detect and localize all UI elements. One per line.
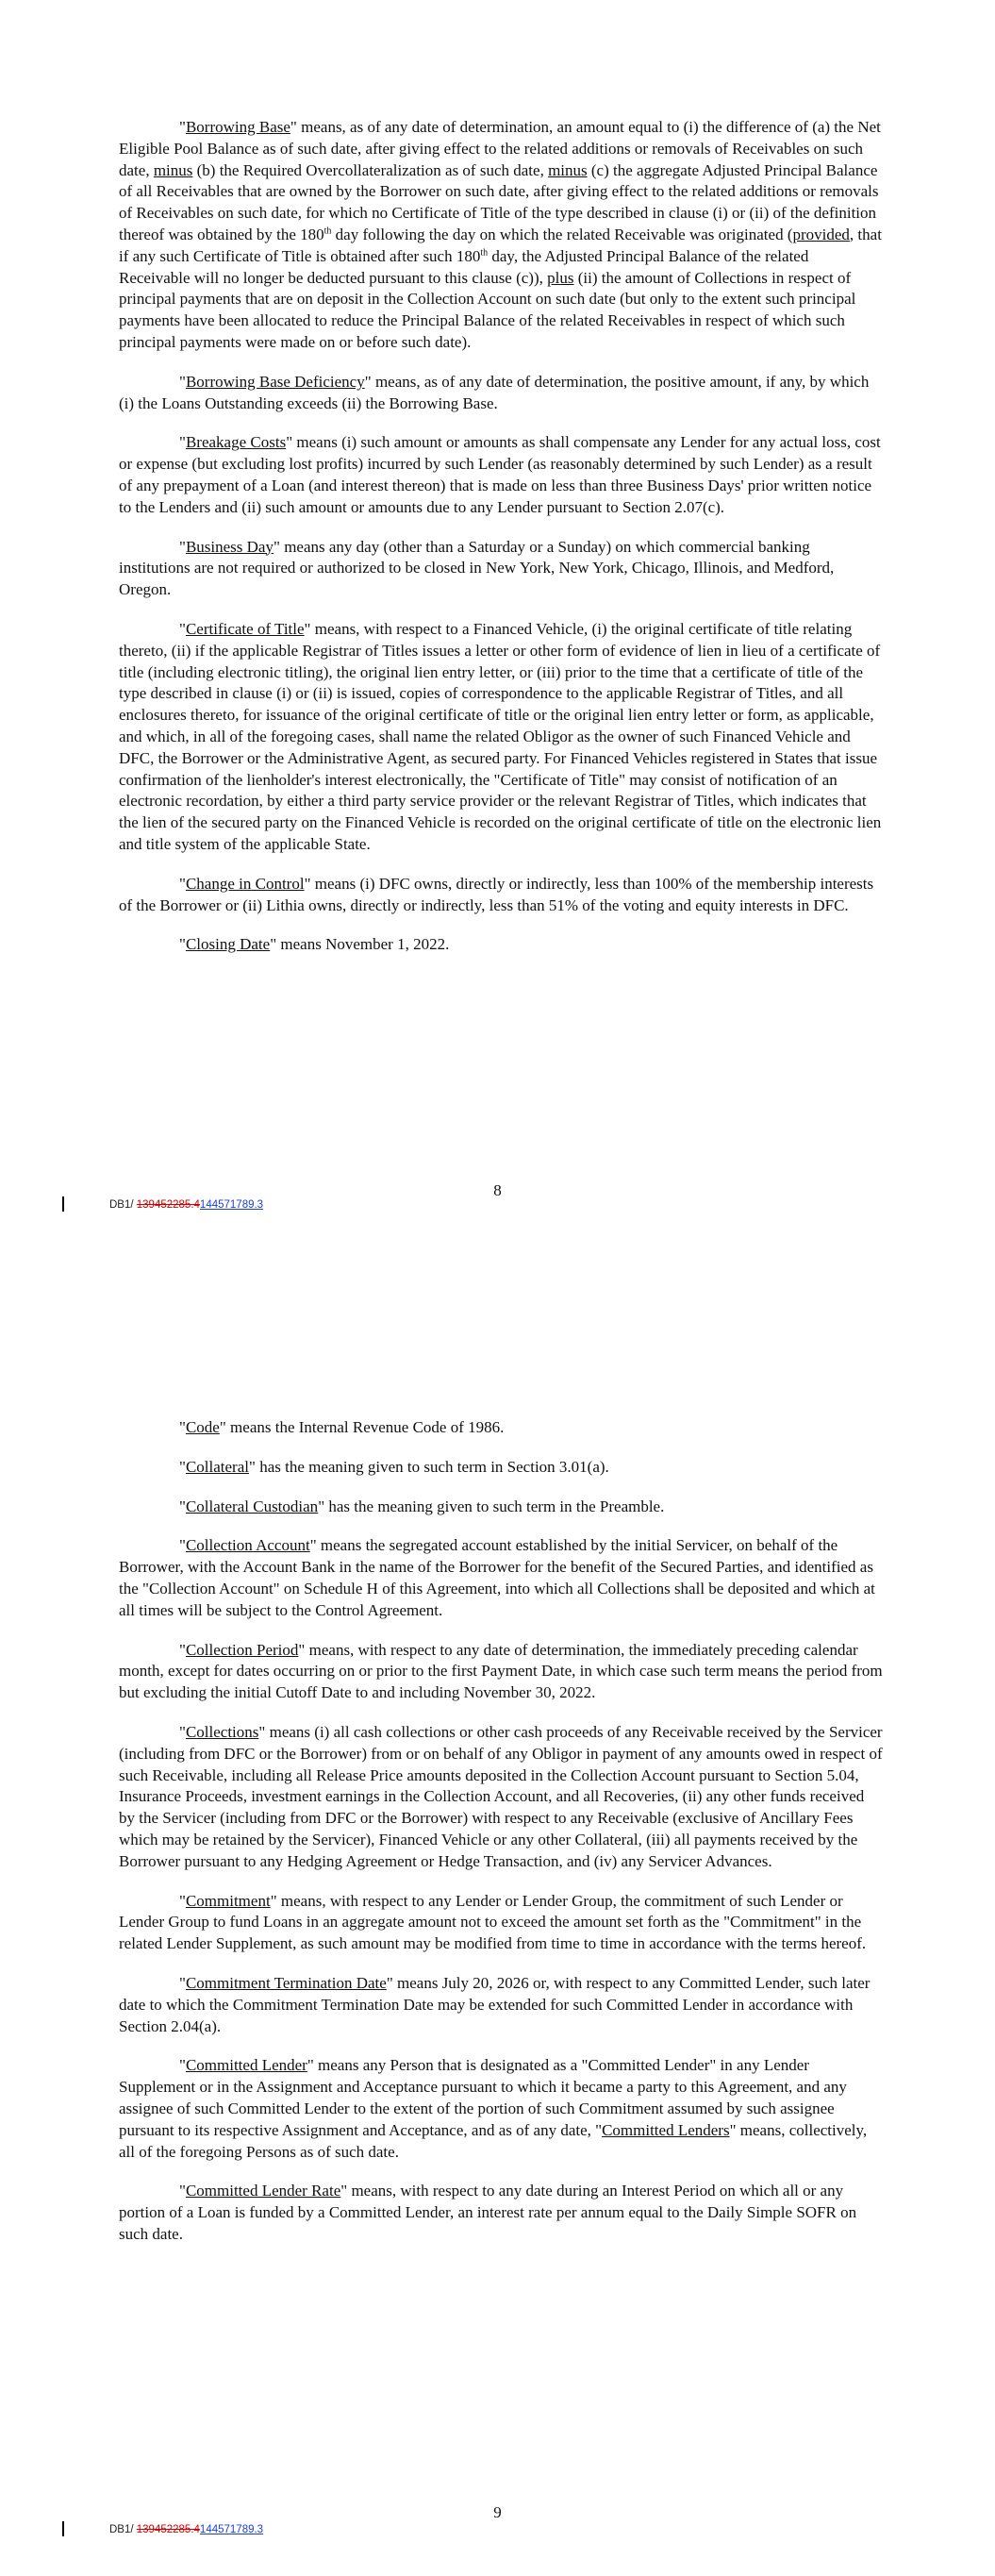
defined-term: Certificate of Title xyxy=(185,619,305,638)
definition-text: means, as of any date of determination, an amount equal to (i) the difference of (a) the Net Eligible Pool Balance as of such date, after giving effect to the related additions or removals of Receivables on such date, xyxy=(119,118,881,179)
definition-text: day, the Adjusted Principal Balance of the related Receivable will no longer be deducted pursuant to this clause (c)), xyxy=(119,246,809,287)
footer-prefix: DB1/ xyxy=(109,1199,137,1211)
definition-text: (ii) the amount of Collections in respect of principal payments that are on deposit in the Collection Account on such date (but only to the extent such principal payments have been allocated to reduce the Principal Balance of the related Receivables in respect of which such principal payments were made on or before such date). xyxy=(119,268,856,351)
footer-new-doc-id: 144571789.3 xyxy=(199,1199,264,1211)
defined-term: Collateral Custodian xyxy=(185,1497,319,1515)
definition-paragraph: "Commitment" means, with respect to any Lender or Lender Group, the commitment of such Lender or Lender Group to fund Loans in an aggregate amount not to exceed the amount set forth as the "Commitment" in the related Lender Supplement, as such amount may be modified from time to time in accordance with the terms hereof. xyxy=(119,1891,867,1953)
document-footer xyxy=(109,1199,263,1211)
definition-paragraph: "Certificate of Title" means, with respect to a Financed Vehicle, (i) the original certificate of title relating thereto, (ii) if the applicable Registrar of Titles issues a letter or other form of evidence of lien in lieu of a certificate of title (including electronic titling), the original lien entry letter, or (iii) prior to the time that a certificate of title of the type described in clause (i) or (ii) is issued, copies of correspondence to the applicable Registrar of Titles, and all enclosures thereto, for issuance of the original certificate of title or the original lien entry letter or form, as applicable, and which, in all of the foregoing cases, shall name the related Obligor as the owner of such Financed Vehicle and DFC, the Borrower or the Administrative Agent, as secured party. For Financed Vehicles registered in States that issue confirmation of the lienholder's interest electronically, the "Certificate of Title" may consist of notification of an electronic recordation, by either a third party service provider or the relevant Registrar of Titles, which indicates that the lien of the secured party on the Financed Vehicle is recorded on the original certificate of title on the electronic lien and title system of the applicable State. xyxy=(119,619,882,853)
underlined-word: minus xyxy=(548,160,588,179)
defined-term: Committed Lender Rate xyxy=(185,2182,341,2200)
definition-text: means, with respect to any date of determination, the immediately preceding calendar month, except for dates occurring on or prior to the first Payment Date, in which case such term means the period from but excluding the initial Cutoff Date to and including November 30, 2022. xyxy=(119,1640,883,1702)
definition-text: day following the day on which the related Receivable was originated ( xyxy=(331,225,793,243)
footer-old-doc-id: 139452285.4 xyxy=(136,1199,200,1211)
page-number: 9 xyxy=(493,2503,502,2521)
definition-text: means, as of any date of determination, the positive amount, if any, by which (i) the Loans Outstanding exceeds (ii) the Borrowing Base. xyxy=(119,372,870,412)
definition-text: means (i) DFC owns, directly or indirectly, less than 100% of the membership interests of the Borrower or (ii) Lithia owns, directly or indirectly, less than 51% of the voting and equity interests in DFC. xyxy=(119,874,874,914)
defined-term: Borrowing Base Deficiency xyxy=(185,372,365,391)
underlined-word: Committed Lenders xyxy=(602,2120,730,2139)
defined-term: Committed Lender xyxy=(185,2056,307,2075)
underlined-word: provided xyxy=(792,225,850,243)
underlined-word: minus xyxy=(153,160,193,179)
definition-text: , that if any such Certificate of Title is obtained after such 180 xyxy=(119,225,882,265)
definition-paragraph: "Change in Control" means (i) DFC owns, directly or indirectly, less than 100% of the membership interests of the Borrower or (ii) Lithia owns, directly or indirectly, less than 51% of the voting and equity interests in DFC. xyxy=(119,874,874,914)
definition-text: means any Person that is designated as a "Committed Lender" in any Lender Supplement or in the Assignment and Acceptance pursuant to which it became a party to this Agreement, and any assignee of such Committed Lender to the extent of the portion of such Commitment assumed by such assignee pursuant to its respective Assignment and Acceptance, and as of any date, " xyxy=(119,2056,847,2139)
definition-text: means the Internal Revenue Code of 1986. xyxy=(225,1418,505,1436)
definitions-list xyxy=(119,1417,883,2264)
ordinal-superscript: th xyxy=(323,226,332,237)
definition-text: means, with respect to a Financed Vehicle, (i) the original certificate of title relating thereto, (ii) if the applicable Registrar of Titles issues a letter or other form of evidence of lien in lieu of a certificate of title (including electronic titling), the original lien entry letter, or (iii) prior to the time that a certificate of title of the type described in clause (i) or (ii) is issued, copies of correspondence to the applicable Registrar of Titles, and all enclosures thereto, for issuance of the original certificate of title or the original lien entry letter or form, as applicable, and which, in all of the foregoing cases, shall name the related Obligor as the owner of such Financed Vehicle and DFC, the Borrower or the Administrative Agent, as secured party. For Financed Vehicles registered in States that issue confirmation of the lienholder's interest electronically, the "Certificate of Title" may consist of notification of an electronic recordation, by either a third party service provider or the relevant Registrar of Titles, which indicates that the lien of the secured party on the Financed Vehicle is recorded on the original certificate of title on the electronic lien and title system of the applicable State. xyxy=(119,619,882,853)
definition-paragraph: "Committed Lender Rate" means, with respect to any date during an Interest Period on which all or any portion of a Loan is funded by a Committed Lender, an interest rate per annum equal to the Daily Simple SOFR on such date. xyxy=(119,2182,857,2243)
defined-term: Collections xyxy=(185,1722,259,1741)
definition-paragraph: "Closing Date" means November 1, 2022. xyxy=(179,935,450,954)
footer-prefix: DB1/ xyxy=(109,2524,137,2535)
document-footer xyxy=(109,2524,263,2535)
definition-text: means, with respect to any date during an Interest Period on which all or any portion of a Loan is funded by a Committed Lender, an interest rate per annum equal to the Daily Simple SOFR on such date. xyxy=(119,2182,857,2243)
definition-text: means the segregated account established by the initial Servicer, on behalf of the Borrower, with the Account Bank in the name of the Borrower for the benefit of the Secured Parties, and identified as the "Collection Account" on Schedule H of this Agreement, into which all Collections shall be deposited and which at all times will be subject to the Control Agreement. xyxy=(119,1536,875,1619)
definition-text: (c) the aggregate Adjusted Principal Balance of all Receivables that are owned by the Borrower on such date, after giving effect to the related additions or removals of Receivables on such date, for which no Certificate of Title of the type described in clause (i) or (ii) of the definition thereof was obtained by the 180 xyxy=(119,160,879,243)
definition-paragraph: "Code" means the Internal Revenue Code of 1986. xyxy=(179,1418,505,1436)
definition-paragraph: "Collection Period" means, with respect to any date of determination, the immediately preceding calendar month, except for dates occurring on or prior to the first Payment Date, in which case such term means the period from but excluding the initial Cutoff Date to and including November 30, 2022. xyxy=(119,1640,883,1702)
definition-text: has the meaning given to such term in the Preamble. xyxy=(324,1497,665,1515)
defined-term: Business Day xyxy=(185,537,274,556)
definition-text: " means, collectively, all of the foregoing Persons as of such date. xyxy=(119,2120,868,2161)
page-number: 8 xyxy=(493,1181,502,1199)
defined-term: Borrowing Base xyxy=(185,118,290,136)
footer-new-doc-id: 144571789.3 xyxy=(199,2524,264,2535)
defined-term: Change in Control xyxy=(185,874,305,893)
ordinal-superscript: th xyxy=(480,247,489,259)
definition-text: means (i) all cash collections or other cash proceeds of any Receivable received by the Servicer (including from DFC or the Borrower) from or on behalf of any Obligor in payment of any amounts owed in respect of such Receivable, including all Release Price amounts deposited in the Collection Account pursuant to Section 5.04, Insurance Proceeds, investment earnings in the Collection Account, and all Recoveries, (ii) any other funds received by the Servicer (including from DFC or the Borrower) with respect to any Receivable (exclusive of Ancillary Fees which may be retained by the Servicer), Financed Vehicle or any other Collateral, (iii) all payments received by the Borrower pursuant to any Hedging Agreement or Hedge Transaction, and (iv) any Servicer Advances. xyxy=(119,1722,883,1870)
definition-text: means July 20, 2026 or, with respect to any Committed Lender, such later date to which the Commitment Termination Date may be extended for such Committed Lender in accordance with Section 2.04(a). xyxy=(119,1973,871,2035)
definition-text: means any day (other than a Saturday or a Sunday) on which commercial banking institutions are not required or authorized to be closed in New York, New York, Chicago, Illinois, and Medford, Oregon. xyxy=(119,537,835,599)
definition-text: means, with respect to any Lender or Lender Group, the commitment of such Lender or Lender Group to fund Loans in an aggregate amount not to exceed the amount set forth as the "Commitment" in the related Lender Supplement, as such amount may be modified from time to time in accordance with the terms hereof. xyxy=(119,1891,867,1953)
defined-term: Code xyxy=(185,1418,220,1436)
definition-paragraph: "Collateral Custodian" has the meaning given to such term in the Preamble. xyxy=(179,1497,665,1515)
definition-paragraph: "Breakage Costs" means (i) such amount or amounts as shall compensate any Lender for any actual loss, cost or expense (but excluding lost profits) incurred by such Lender (as reasonably determined by such Lender) as a result of any prepayment of a Loan (and interest thereon) that is made on less than three Business Days' prior written notice to the Lenders and (ii) such amount or amounts due to any Lender pursuant to Section 2.07(c). xyxy=(119,433,881,516)
definition-text: (b) the Required Overcollateralization as of such date, xyxy=(192,160,549,179)
defined-term: Commitment xyxy=(185,1891,271,1910)
underlined-word: plus xyxy=(547,268,574,287)
defined-term: Breakage Costs xyxy=(185,433,287,452)
definition-paragraph: "Borrowing Base Deficiency" means, as of any date of determination, the positive amount, if any, by which (i) the Loans Outstanding exceeds (ii) the Borrowing Base. xyxy=(119,372,870,412)
definition-paragraph: "Collections" means (i) all cash collections or other cash proceeds of any Receivable received by the Servicer (including from DFC or the Borrower) from or on behalf of any Obligor in payment of any amounts owed in respect of such Receivable, including all Release Price amounts deposited in the Collection Account pursuant to Section 5.04, Insurance Proceeds, investment earnings in the Collection Account, and all Recoveries, (ii) any other funds received by the Servicer (including from DFC or the Borrower) with respect to any Receivable (exclusive of Ancillary Fees which may be retained by the Servicer), Financed Vehicle or any other Collateral, (iii) all payments received by the Borrower pursuant to any Hedging Agreement or Hedge Transaction, and (iv) any Servicer Advances. xyxy=(119,1722,883,1870)
defined-term: Collection Account xyxy=(185,1536,310,1555)
definition-text: has the meaning given to such term in Section 3.01(a). xyxy=(255,1457,609,1476)
definition-paragraph: "Borrowing Base" means, as of any date of determination, an amount equal to (i) the difference of (a) the Net Eligible Pool Balance as of such date, after giving effect to the related additions or removals of Receivables on such date, minus (b) the Required Overcollateralization as of such date, minus (c) the aggregate Adjusted Principal Balance of all Receivables that are owned by the Borrower on such date, after giving effect to the related additions or removals of Receivables on such date, for which no Certificate of Title of the type described in clause (i) or (ii) of the definition thereof was obtained by the 180th day following the day on which the related Receivable was originated (provided, that if any such Certificate of Title is obtained after such 180th day, the Adjusted Principal Balance of the related Receivable will no longer be deducted pursuant to this clause (c)), plus (ii) the amount of Collections in respect of principal payments that are on deposit in the Collection Account on such date (but only to the extent such principal payments have been allocated to reduce the Principal Balance of the related Receivables in respect of which such principal payments were made on or before such date). xyxy=(119,118,882,351)
defined-term: Collection Period xyxy=(185,1640,299,1659)
definition-paragraph: "Collateral" has the meaning given to such term in Section 3.01(a). xyxy=(179,1457,609,1476)
defined-term: Collateral xyxy=(185,1457,249,1476)
defined-term: Commitment Termination Date xyxy=(185,1973,387,1992)
definition-text: means November 1, 2022. xyxy=(276,935,450,954)
footer-old-doc-id: 139452285.4 xyxy=(136,2524,200,2535)
definition-paragraph: "Commitment Termination Date" means July 20, 2026 or, with respect to any Committed Lender, such later date to which the Commitment Termination Date may be extended for such Committed Lender in accordance with Section 2.04(a). xyxy=(119,1973,871,2035)
definition-paragraph: "Business Day" means any day (other than a Saturday or a Sunday) on which commercial banking institutions are not required or authorized to be closed in New York, New York, Chicago, Illinois, and Medford, Oregon. xyxy=(119,537,835,599)
definition-paragraph: "Collection Account" means the segregated account established by the initial Servicer, on behalf of the Borrower, with the Account Bank in the name of the Borrower for the benefit of the Secured Parties, and identified as the "Collection Account" on Schedule H of this Agreement, into which all Collections shall be deposited and which at all times will be subject to the Control Agreement. xyxy=(119,1536,875,1619)
change-bar xyxy=(62,1196,64,1212)
definition-text: means (i) such amount or amounts as shall compensate any Lender for any actual loss, cost or expense (but excluding lost profits) incurred by such Lender (as reasonably determined by such Lender) as a result of any prepayment of a Loan (and interest thereon) that is made on less than three Business Days' prior written notice to the Lenders and (ii) such amount or amounts due to any Lender pursuant to Section 2.07(c). xyxy=(119,433,881,516)
change-bar xyxy=(62,2521,64,2536)
defined-term: Closing Date xyxy=(185,935,271,954)
definition-paragraph: "Committed Lender" means any Person that is designated as a "Committed Lender" in any Lender Supplement or in the Assignment and Acceptance pursuant to which it became a party to this Agreement, and any assignee of such Committed Lender to the extent of the portion of such Commitment assumed by such assignee pursuant to its respective Assignment and Acceptance, and as of any date, "Committed Lenders" means, collectively, all of the foregoing Persons as of such date. xyxy=(119,2056,868,2161)
definitions-list xyxy=(119,117,883,974)
page-9 xyxy=(0,1288,995,2576)
